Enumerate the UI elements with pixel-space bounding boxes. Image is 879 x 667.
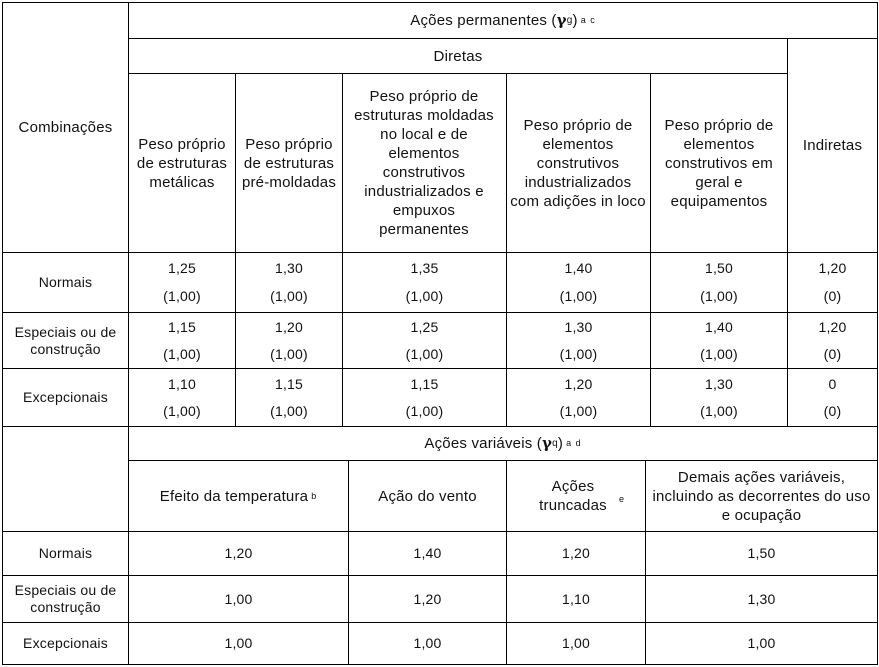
value-cell: (1,00) [270,345,308,362]
column-header-indiretas: Indiretas [802,137,863,154]
value-cell: 1,10 [167,375,197,392]
column-header-demais: Demais ações variáveis, incluindo as decorrentes do uso e ocupação [652,468,871,524]
diretas-header: Diretas [433,47,483,65]
value-cell: 1,35 [410,259,439,276]
value-cell: (1,00) [559,402,598,419]
gamma-subscript: g [566,15,573,26]
row-label-especiais: Especiais ou de construção [14,582,117,615]
value-cell: 1,40 [704,318,734,335]
row-label-especiais: Especiais ou de construção [14,323,117,357]
value-cell: (1,00) [270,287,308,304]
value-cell: 1,20 [561,545,591,561]
value-cell: (0) [823,402,842,419]
permanent-superscript: a c [580,15,596,25]
value-cell: 1,20 [413,590,442,607]
value-cell: 1,15 [410,375,439,392]
value-cell: (0) [823,287,842,304]
value-cell: (1,00) [405,402,444,419]
gamma-subscript: q [552,438,558,449]
value-cell: (1,00) [270,402,308,419]
value-cell: 1,50 [747,545,776,561]
column-header-industrializados: Peso próprio de elementos construtivos industrializados com adições in loco [510,116,646,210]
value-cell: 1,20 [818,259,847,276]
value-cell: 1,25 [410,318,439,335]
value-cell: 1,30 [747,590,776,607]
temperatura-sup: b [311,490,318,501]
value-cell: (1,00) [700,287,738,304]
permanent-title-text: Ações permanentes [410,12,548,29]
value-cell: 1,00 [224,590,253,607]
column-header-pre-moldadas: Peso próprio de estruturas pré-moldadas [241,135,337,191]
value-cell: 1,00 [224,635,253,651]
row-label-normais: Normais [38,274,93,290]
permanent-title: Ações permanentes ( γ g ) a c [410,11,596,29]
value-cell: (1,00) [559,287,598,304]
column-header-moldadas-no-local: Peso próprio de estruturas moldadas no local e de elementos construtivos industrializados e empuxos permanentes [354,88,494,238]
value-cell: 1,30 [564,318,593,335]
column-header-metalicas: Peso próprio de estruturas metálicas [136,135,228,191]
value-cell: 1,50 [704,259,734,276]
row-label-excepcionais: Excepcionais [23,389,108,405]
column-header-em-geral: Peso próprio de elementos construtivos em geral e equipamentos [664,116,774,210]
combinacoes-header-top: Combinações [18,119,113,136]
value-cell: (0) [823,345,842,362]
value-cell: 0 [828,375,837,392]
value-cell: 1,30 [704,375,734,392]
value-cell: (1,00) [559,345,598,362]
truncadas-label: Ações truncadas [539,478,607,514]
variable-title: Ações variáveis ( γ q ) a d [424,434,582,452]
value-cell: 1,10 [561,590,591,607]
value-cell: 1,25 [167,259,197,276]
value-cell: (1,00) [405,287,444,304]
value-cell: 1,00 [747,635,776,651]
variable-title-text: Ações variáveis [424,435,533,452]
value-cell: 1,20 [564,375,593,392]
gamma-symbol: γ [542,434,553,452]
value-cell: (1,00) [163,287,201,304]
column-header-vento: Ação do vento [378,487,477,505]
truncadas-sup: e [618,494,625,504]
value-cell: 1,00 [561,635,591,651]
value-cell: 1,15 [167,318,197,335]
column-header-truncadas [530,461,625,531]
value-cell: (1,00) [700,345,738,362]
value-cell: 1,20 [224,545,253,561]
row-label-excepcionais: Excepcionais [23,635,108,651]
row-label-normais: Normais [38,545,93,561]
column-header-temperatura [129,461,348,531]
value-cell: 1,20 [818,318,847,335]
variable-superscript: a d [566,438,582,448]
value-cell: 1,40 [413,545,442,561]
value-cell: (1,00) [163,345,201,362]
value-cell: (1,00) [163,402,201,419]
gamma-symbol: γ [556,11,567,29]
value-cell: 1,40 [564,259,593,276]
temperatura-label: Efeito da temperatura [159,487,309,505]
value-cell: 1,00 [413,635,442,651]
value-cell: (1,00) [405,345,444,362]
value-cell: 1,20 [274,318,304,335]
value-cell: 1,30 [274,259,304,276]
value-cell: (1,00) [700,402,738,419]
value-cell: 1,15 [274,375,304,392]
